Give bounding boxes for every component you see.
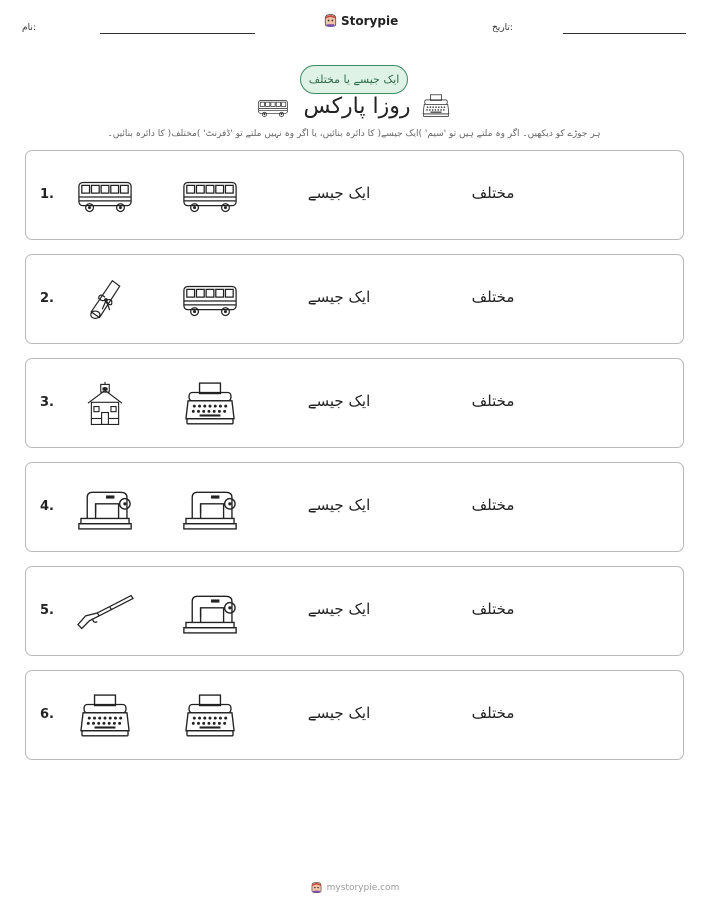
different-option[interactable]: مختلف (471, 496, 515, 514)
row-number: 3. (40, 395, 54, 410)
exercise-row (25, 462, 684, 552)
storypie-logo (323, 13, 398, 28)
footer (0, 881, 709, 894)
footer-url: mystorypie.com (326, 882, 400, 893)
different-option[interactable]: مختلف (471, 288, 515, 306)
bus-icon (181, 173, 239, 219)
typewriter-icon (76, 693, 134, 739)
date-label: تاریخ: (492, 23, 513, 33)
row-number: 5. (40, 603, 54, 618)
row-number: 2. (40, 291, 54, 306)
date-field-line[interactable] (563, 33, 686, 34)
same-option[interactable]: ایک جیسے (307, 288, 371, 306)
typewriter-icon (181, 693, 239, 739)
brand-name: Storypie (341, 13, 399, 28)
bus-icon (181, 277, 239, 323)
same-option[interactable]: ایک جیسے (307, 600, 371, 618)
same-option[interactable]: ایک جیسے (307, 704, 371, 722)
name-label: نام: (22, 23, 36, 33)
schoolhouse-icon (76, 381, 134, 427)
same-option[interactable]: ایک جیسے (307, 392, 371, 410)
instructions: ہر جوڑے کو دیکھیں۔ اگر وہ ملتے ہیں تو 'سیم' )ایک جیسے( کا دائرہ بنائیں، یا اگر وہ نہیں ملتے تو 'ڈفرنٹ' )مختلف( کا دائرہ بنائیں۔ (107, 129, 601, 139)
sewing-machine-icon (181, 589, 239, 635)
bus-icon (76, 173, 134, 219)
storypie-mascot-icon (323, 13, 338, 28)
row-number: 6. (40, 707, 54, 722)
exercise-row (25, 358, 684, 448)
sewing-machine-icon (76, 485, 134, 531)
row-number: 4. (40, 499, 54, 514)
same-option[interactable]: ایک جیسے (307, 184, 371, 202)
exercise-row (25, 150, 684, 240)
same-option[interactable]: ایک جیسے (307, 496, 371, 514)
exercise-row (25, 566, 684, 656)
different-option[interactable]: مختلف (471, 600, 515, 618)
sewing-machine-icon (181, 485, 239, 531)
row-number: 1. (40, 187, 54, 202)
typewriter-icon (422, 93, 450, 119)
diploma-icon (76, 277, 134, 323)
worksheet-title: روزا پارکس (303, 94, 411, 119)
rifle-icon (76, 589, 134, 635)
storypie-mascot-icon (310, 881, 323, 894)
different-option[interactable]: مختلف (471, 392, 515, 410)
name-field-line[interactable] (100, 33, 255, 34)
different-option[interactable]: مختلف (471, 184, 515, 202)
typewriter-icon (181, 381, 239, 427)
different-option[interactable]: مختلف (471, 704, 515, 722)
exercise-row (25, 254, 684, 344)
exercise-row (25, 670, 684, 760)
bus-icon (257, 97, 289, 119)
worksheet-type-pill: ایک جیسے یا مختلف (300, 65, 408, 94)
